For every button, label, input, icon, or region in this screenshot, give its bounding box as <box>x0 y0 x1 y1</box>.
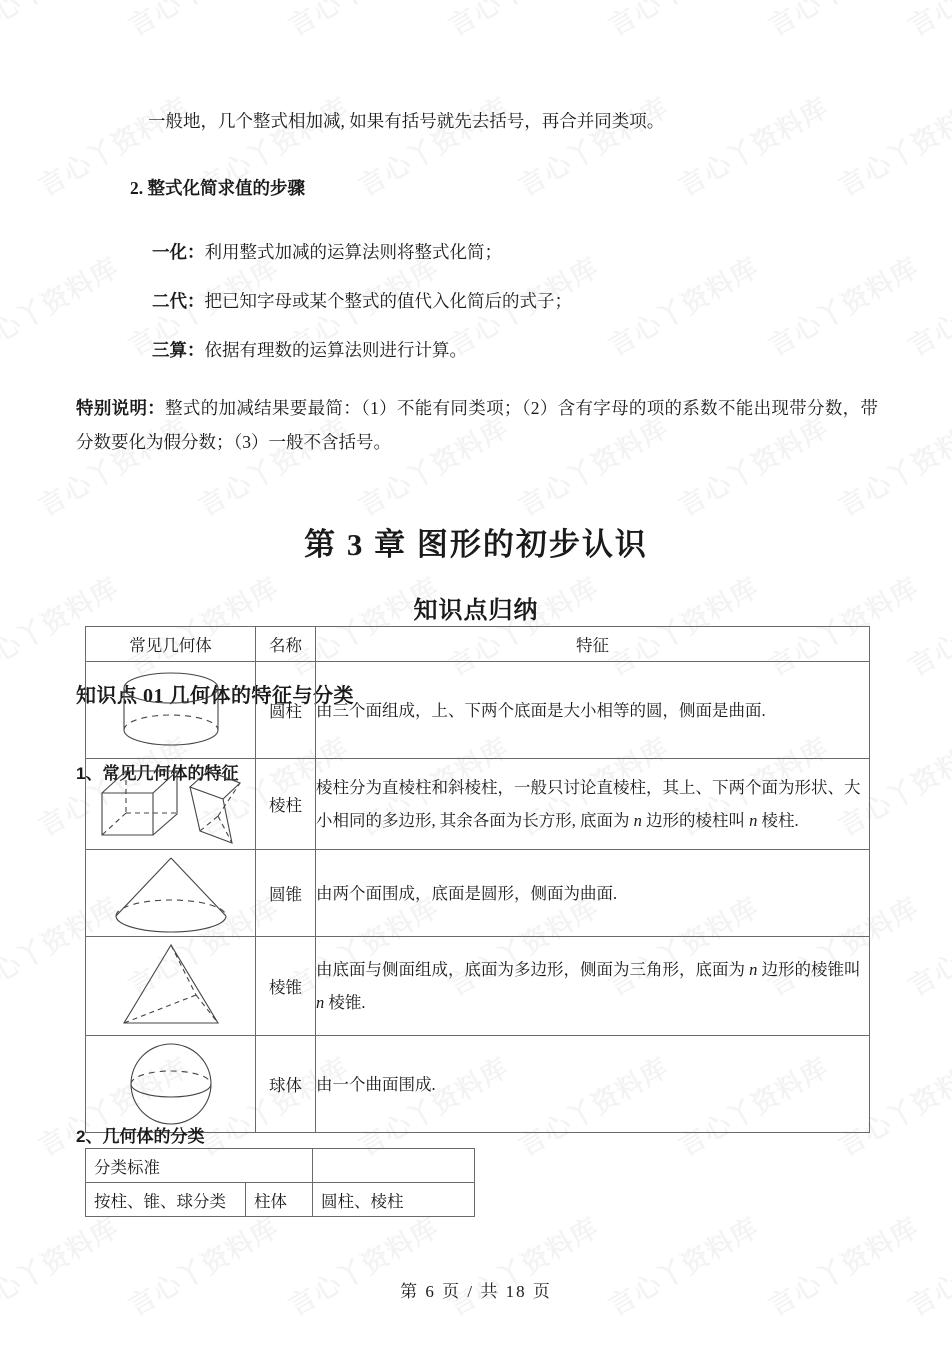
solid-feature: 由一个曲面围成. <box>316 1036 870 1133</box>
header-feature: 特征 <box>316 627 870 662</box>
cone-diagram <box>86 850 256 937</box>
solids-characteristics-table <box>85 626 870 1133</box>
steps-heading: 2. 整式化简求值的步骤 <box>130 177 305 198</box>
sphere-diagram <box>86 1036 256 1133</box>
solid-name: 球体 <box>256 1036 316 1133</box>
table-row <box>86 850 870 937</box>
header-shape: 常见几何体 <box>86 627 256 662</box>
step-label-1: 一化： <box>152 242 205 263</box>
table-header-row <box>86 627 870 662</box>
step-label-2: 二代： <box>152 291 205 312</box>
solid-feature: 由两个面围成，底面是圆形，侧面为曲面. <box>316 850 870 937</box>
solid-name: 棱柱 <box>256 759 316 850</box>
special-note <box>76 391 878 459</box>
knowledge-point-title: 知识点 01 几何体的特征与分类 <box>76 684 354 707</box>
classification-members: 圆柱、棱柱 <box>313 1183 475 1217</box>
table-row <box>86 662 870 759</box>
step-text-1: 利用整式加减的运算法则将整式化简； <box>204 242 502 263</box>
classification-kind: 柱体 <box>246 1183 313 1217</box>
watermark-text <box>280 1206 445 1324</box>
step-item-3 <box>152 337 952 364</box>
watermark-text <box>600 1206 765 1324</box>
watermark-text <box>0 1206 125 1324</box>
classification-header-blank <box>313 1149 475 1183</box>
classification-header-label: 分类标准 <box>86 1149 313 1183</box>
subsection-1-title: 1、常见几何体的特征 <box>76 763 239 783</box>
classification-table <box>85 1148 475 1217</box>
table-row <box>86 937 870 1036</box>
rule-paragraph: 一般地，几个整式相加减, 如果有括号就先去括号，再合并同类项。 <box>148 111 665 131</box>
step-item-1 <box>152 239 952 266</box>
solid-name: 圆柱 <box>256 662 316 759</box>
header-name: 名称 <box>256 627 316 662</box>
pyramid-diagram <box>86 937 256 1036</box>
solid-name: 圆锥 <box>256 850 316 937</box>
watermark-text <box>440 1206 605 1324</box>
classification-standard: 按柱、锥、球分类 <box>86 1183 246 1217</box>
table-row <box>86 1183 475 1217</box>
table-row <box>86 1149 475 1183</box>
section-subtitle: 知识点归纳 <box>413 597 539 624</box>
special-note-text: 整式的加减结果要最简：（1）不能有同类项；（2）含有字母的项的系数不能出现带分数，带分数要化为假分数；（3）一般不含括号。 <box>76 397 878 452</box>
watermark-text <box>120 1206 285 1324</box>
step-item-2 <box>152 288 952 315</box>
step-text-3: 依据有理数的运算法则进行计算。 <box>204 340 467 361</box>
step-label-3: 三算： <box>152 340 205 361</box>
table-row <box>86 1036 870 1133</box>
solid-feature: 棱柱分为直棱柱和斜棱柱，一般只讨论直棱柱，其上、下两个面为形状、大小相同的多边形, 其余各面为长方形, 底面为 n 边形的棱柱叫 n 棱柱. <box>316 759 870 850</box>
page-footer: 第 6 页 / 共 18 页 <box>400 1282 552 1301</box>
cylinder-diagram <box>86 662 256 759</box>
watermark-text <box>900 1206 952 1324</box>
chapter-title: 第 3 章 图形的初步认识 <box>304 526 648 562</box>
subsection-2-title: 2、几何体的分类 <box>76 1127 205 1146</box>
step-text-2: 把已知字母或某个整式的值代入化简后的式子； <box>204 291 572 312</box>
watermark-text <box>760 1206 925 1324</box>
prism-diagram <box>86 759 256 850</box>
special-note-label: 特别说明： <box>76 397 166 418</box>
solid-name: 棱锥 <box>256 937 316 1036</box>
watermark-text <box>900 886 952 1004</box>
table-row <box>86 759 870 850</box>
solid-feature: 由三个面组成，上、下两个底面是大小相等的圆，侧面是曲面. <box>316 662 870 759</box>
solid-feature: 由底面与侧面组成，底面为多边形，侧面为三角形，底面为 n 边形的棱锥叫 n 棱锥. <box>316 937 870 1036</box>
